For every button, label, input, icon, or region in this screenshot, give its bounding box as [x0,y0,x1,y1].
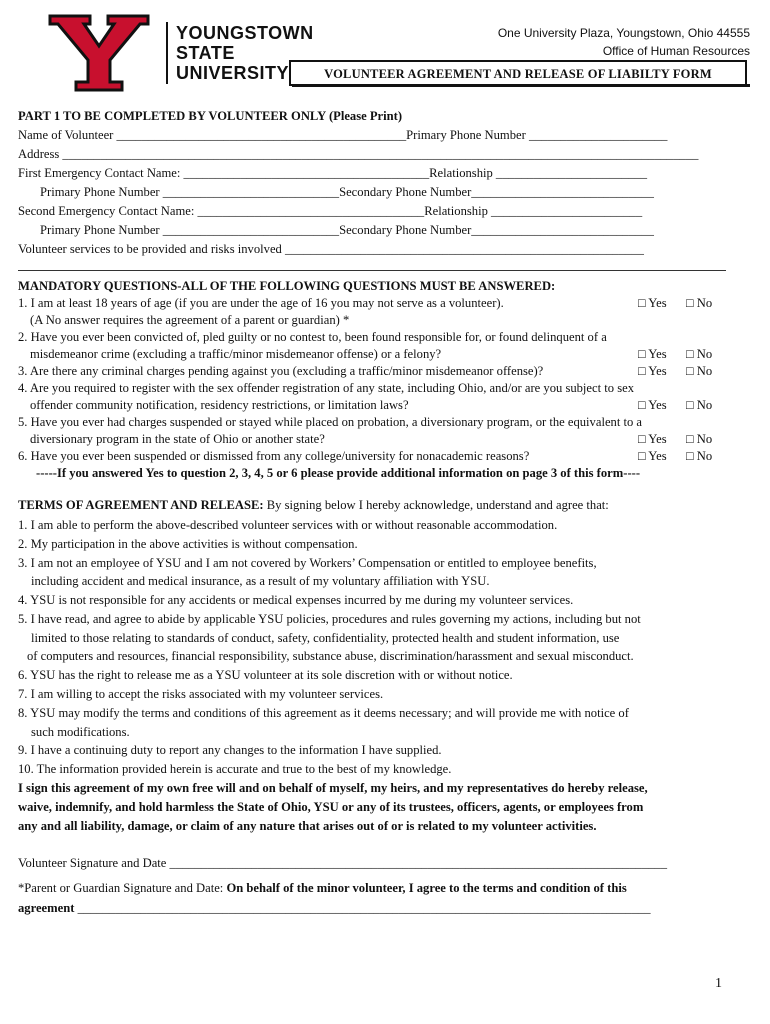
first-emergency-contact-field[interactable]: First Emergency Contact Name: _______________________________________Relationship ________________________ [18,166,648,180]
first-contact-phones-field[interactable]: Primary Phone Number ____________________________Secondary Phone Number_____________________________ [40,185,654,199]
q5-no-checkbox[interactable]: □ No [686,432,713,446]
university-name-line-1: YOUNGSTOWN [176,23,314,43]
term-5-line-2: limited to those relating to standards of conduct, safety, confidentiality, protected health and student information, use [31,631,620,645]
office-name: Office of Human Resources [602,44,750,58]
q6-yes-checkbox[interactable]: □ Yes [638,449,667,463]
term-3-line-1: 3. I am not an employee of YSU and I am not covered by Workers’ Compensation or entitled to employee benefits, [18,556,597,570]
parent-signature-label [18,880,627,896]
additional-info-note: -----If you answered Yes to question 2, 3, 4, 5 or 6 please provide additional information on page 3 of this form---- [36,466,641,480]
question-1: 1. I am at least 18 years of age (if you are under the age of 16 you may not serve as a volunteer). [18,296,504,310]
university-address: One University Plaza, Youngstown, Ohio 44555 [497,26,750,40]
ysu-logo-icon [46,14,152,92]
q3-no-checkbox[interactable]: □ No [686,364,713,378]
q2-yes-checkbox[interactable]: □ Yes [638,347,667,361]
terms-heading: TERMS OF AGREEMENT AND RELEASE: [18,498,264,512]
q1-yes-checkbox[interactable]: □ Yes [638,296,667,310]
question-4-line-2: offender community notification, residency restrictions, or limitation laws? [30,398,409,412]
question-6: 6. Have you ever been suspended or dismissed from any college/university for nonacademic reasons? [18,449,530,463]
second-emergency-contact-field[interactable]: Second Emergency Contact Name: ____________________________________Relationship ________________________ [18,204,643,218]
terms-intro-text: By signing below I hereby acknowledge, understand and agree that: [263,498,609,512]
term-6: 6. YSU has the right to release me as a YSU volunteer at its sole discretion with or without notice. [18,668,513,682]
question-1-note: (A No answer requires the agreement of a parent or guardian) * [30,313,350,327]
address-field[interactable]: Address _____________________________________________________________________________________________________ [18,147,699,161]
term-4: 4. YSU is not responsible for any accidents or medical expenses incurred by me during my volunteer services. [18,593,574,607]
term-5-line-1: 5. I have read, and agree to abide by applicable YSU policies, procedures and rules governing my actions, including but not [18,612,641,626]
form-title: VOLUNTEER AGREEMENT AND RELEASE OF LIABILTY FORM [289,60,747,86]
volunteer-signature-field[interactable]: Volunteer Signature and Date _______________________________________________________________________________ [18,856,668,870]
q4-yes-checkbox[interactable]: □ Yes [638,398,667,412]
release-statement-line-2: waive, indemnify, and hold harmless the State of Ohio, YSU or any of its trustees, officers, agents, or employees from [18,800,644,814]
release-statement-line-1: I sign this agreement of my own free will and on behalf of myself, my heirs, and my representatives do hereby release, [18,781,648,795]
parent-consent-text: On behalf of the minor volunteer, I agree to the terms and condition of this [226,881,627,895]
question-5-line-2: diversionary program in the state of Ohio or another state? [30,432,325,446]
question-3: 3. Are there any criminal charges pending against you (excluding a traffic/minor misdemeanor offense)? [18,364,544,378]
blank-answer-line[interactable] [18,270,726,271]
term-9: 9. I have a continuing duty to report any changes to the information I have supplied. [18,743,442,757]
parent-label-text: *Parent or Guardian Signature and Date: [18,881,227,895]
term-8-line-1: 8. YSU may modify the terms and conditions of this agreement as it deems necessary; and will provide me with notice of [18,706,629,720]
part1-heading: PART 1 TO BE COMPLETED BY VOLUNTEER ONLY (Please Print) [18,109,403,123]
term-3-line-2: including accident and medical insurance, as a result of my voluntary affiliation with YSU. [31,574,490,588]
question-4-line-1: 4. Are you required to register with the sex offender registration of any state, including Ohio, and/or are you subject to sex [18,381,634,395]
parent-signature-field[interactable]: agreement ___________________________________________________________________________________________ [18,901,651,915]
question-5-line-1: 5. Have you ever had charges suspended or stayed while placed on probation, a diversionary program, or the equivalent to a [18,415,643,429]
volunteer-name-field[interactable]: Name of Volunteer ______________________________________________Primary Phone Number ______________________ [18,128,668,142]
q6-no-checkbox[interactable]: □ No [686,449,713,463]
page-number: 1 [715,976,722,991]
q1-no-checkbox[interactable]: □ No [686,296,713,310]
term-8-line-2: such modifications. [31,725,130,739]
term-2: 2. My participation in the above activities is without compensation. [18,537,358,551]
q5-yes-checkbox[interactable]: □ Yes [638,432,667,446]
term-10: 10. The information provided herein is accurate and true to the best of my knowledge. [18,762,452,776]
volunteer-services-field[interactable]: Volunteer services to be provided and risks involved _________________________________________________________ [18,242,644,256]
second-contact-phones-field[interactable]: Primary Phone Number ____________________________Secondary Phone Number_____________________________ [40,223,654,237]
question-2-line-1: 2. Have you ever been convicted of, pled guilty or no contest to, been found responsible for, or found delinquent of a [18,330,607,344]
term-1: 1. I am able to perform the above-described volunteer services with or without reasonable accommodation. [18,518,558,532]
university-name-line-3: UNIVERSITY [176,63,290,83]
q3-yes-checkbox[interactable]: □ Yes [638,364,667,378]
release-statement-line-3: any and all liability, damage, or claim of any nature that arises out of or is related to my volunteer activities. [18,819,597,833]
questions-heading: MANDATORY QUESTIONS-ALL OF THE FOLLOWING QUESTIONS MUST BE ANSWERED: [18,279,556,293]
term-7: 7. I am willing to accept the risks associated with my volunteer services. [18,687,384,701]
terms-intro [18,497,609,513]
question-2-line-2: misdemeanor crime (excluding a traffic/minor misdemeanor offense) or a felony? [30,347,442,361]
logo-divider [166,22,168,84]
q2-no-checkbox[interactable]: □ No [686,347,713,361]
term-5-line-3: of computers and resources, financial responsibility, substance abuse, discrimination/harassment and sexual misconduct. [27,649,634,663]
q4-no-checkbox[interactable]: □ No [686,398,713,412]
university-name-line-2: STATE [176,43,235,63]
